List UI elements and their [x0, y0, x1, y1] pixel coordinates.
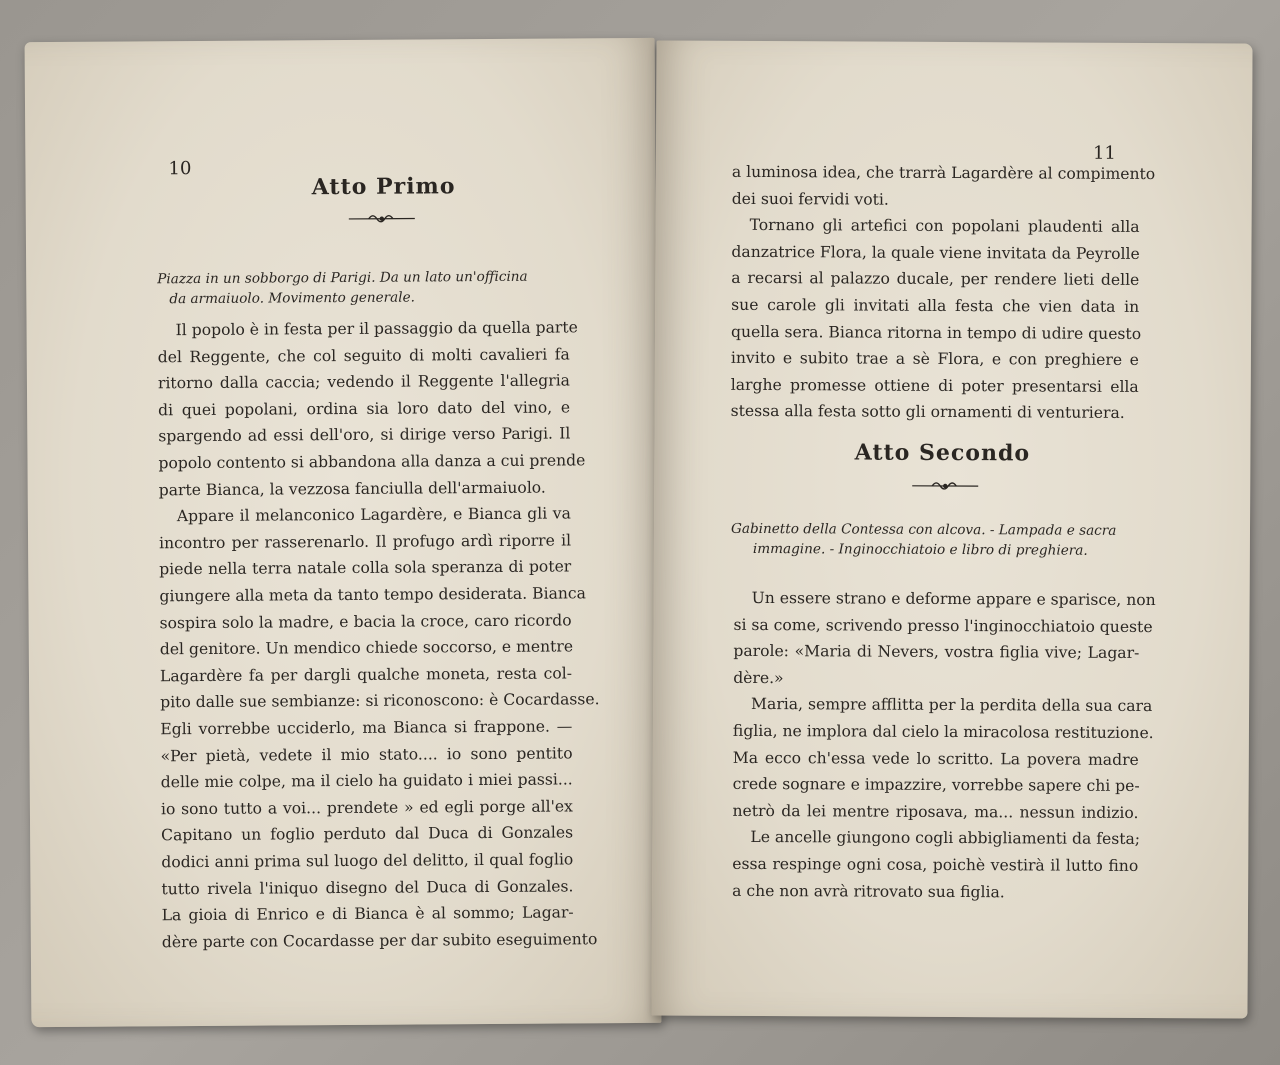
act-two-title: Atto Secondo: [854, 439, 1031, 467]
text-line: dei suoi fervidi voti.: [731, 189, 889, 209]
text-line: a recarsi al palazzo ducale, per rendere lieti delle: [731, 269, 1140, 290]
text-line: del Reggente, che col seguito di molti cavalieri fa: [157, 345, 570, 366]
text-line: si sa come, scrivendo presso l'inginocchiatoio queste: [733, 615, 1153, 636]
text-line: Maria, sempre afflitta per la perdita della sua cara: [751, 695, 1153, 716]
text-line: stessa alla festa sotto gli ornamenti di venturiera.: [730, 402, 1125, 423]
text-line: Le ancelle giungono cogli abbigliamenti da festa;: [750, 828, 1141, 849]
text-line: io sono tutto a voi... prendete » ed egli porge all'ex: [160, 797, 573, 819]
text-line: sospira solo la madre, e bacia la croce, caro ricordo: [159, 611, 572, 632]
page-number-left: 10: [168, 158, 192, 180]
act-one-title: Atto Primo: [311, 173, 456, 201]
text-line: figlia, ne implora dal cielo la miracolosa restituzione.: [732, 721, 1154, 743]
text-line: La gioia di Enrico e di Bianca è al sommo; Lagar-: [161, 903, 574, 925]
text-line: crede sognare e impazzire, vorrebbe sapere chi pe-: [732, 775, 1140, 796]
text-line: Il popolo è in festa per il passaggio da quella parte: [175, 318, 578, 340]
text-line: a luminosa idea, che trarrà Lagardère al compimento: [731, 162, 1156, 184]
stage-direction-line-1: Piazza in un sobborgo di Parigi. Da un lato un'officina: [157, 268, 528, 288]
text-line: dère parte con Cocardasse per dar subito eseguimento: [161, 930, 598, 952]
text-line: Capitano un foglio perduto dal Duca di Gonzales: [161, 823, 574, 845]
stage-direction-line-2: immagine. - Inginocchiatoio e libro di preghiera.: [752, 540, 1088, 559]
text-line: invito e subito trae a sè Flora, e con preghiere e: [730, 349, 1139, 370]
text-line: sue carole gli invitati alla festa che vien data in: [731, 295, 1140, 316]
ornament-divider: [347, 211, 417, 225]
text-line: dère.»: [733, 668, 784, 687]
text-line: pito dalle sue sembianze: si riconoscono: è Cocardasse.: [160, 690, 600, 712]
text-line: delle mie colpe, ma il cielo ha guidato i miei passi...: [160, 770, 573, 792]
text-line: danzatrice Flora, la quale viene invitata da Peyrolle: [731, 242, 1140, 263]
text-line: Un essere strano e deforme appare e sparisce, non: [751, 588, 1156, 610]
text-line: larghe promesse ottiene di poter presentarsi ella: [730, 375, 1139, 396]
text-line: giungere alla meta da tanto tempo desiderata. Bianca: [159, 584, 586, 606]
text-line: tutto rivela l'iniquo disegno del Duca di Gonzales.: [161, 876, 574, 898]
text-line: di quei popolani, ordina sia loro dato del vino, e: [158, 398, 571, 420]
text-line: parte Bianca, la vezzosa fanciulla dell'armaiuolo.: [158, 478, 546, 499]
text-line: Ma ecco ch'essa vede lo scritto. La povera madre: [732, 748, 1139, 769]
page-number-right: 11: [1092, 142, 1116, 164]
text-line: ritorno dalla caccia; vedendo il Reggente l'allegria: [157, 371, 571, 393]
text-line: «Per pietà, vedete il mio stato.... io sono pentito: [160, 743, 573, 765]
text-line: piede nella terra natale colla sola speranza di poter: [159, 557, 572, 579]
text-line: incontro per rasserenarlo. Il profugo ardì riporre il: [159, 531, 572, 553]
text-line: dodici anni prima sul luogo del delitto, il qual foglio: [161, 850, 574, 872]
left-page: [25, 38, 662, 1027]
text-line: popolo contento si abbandona alla danza a cui prende: [158, 451, 586, 473]
text-line: Appare il melanconico Lagardère, e Bianca gli va: [176, 504, 571, 526]
text-line: del genitore. Un mendico chiede soccorso, e mentre: [159, 637, 574, 659]
text-line: spargendo ad essi dell'oro, si dirige verso Parigi. Il: [158, 424, 571, 446]
text-line: Tornano gli artefici con popolani plaudenti alla: [749, 216, 1140, 237]
text-line: a che non avrà ritrovato sua figlia.: [732, 881, 1005, 901]
ornament-divider: [910, 479, 980, 493]
stage-direction-line-1: Gabinetto della Contessa con alcova. - Lampada e sacra: [730, 520, 1117, 539]
stage-direction-line-2: da armaiuolo. Movimento generale.: [169, 289, 416, 308]
text-line: Egli vorrebbe ucciderlo, ma Bianca si frappone. —: [160, 717, 573, 739]
right-page: [651, 40, 1252, 1018]
text-line: parole: «Maria di Nevers, vostra figlia vive; Lagar-: [733, 642, 1140, 663]
text-line: essa respinge ogni cosa, poichè vestirà il lutto fino: [732, 854, 1139, 875]
text-line: Lagardère fa per dargli qualche moneta, resta col-: [159, 664, 573, 686]
text-line: netrò da lei mentre riposava, ma... nessun indizio.: [732, 801, 1139, 822]
text-line: quella sera. Bianca ritorna in tempo di udire questo: [730, 322, 1142, 343]
